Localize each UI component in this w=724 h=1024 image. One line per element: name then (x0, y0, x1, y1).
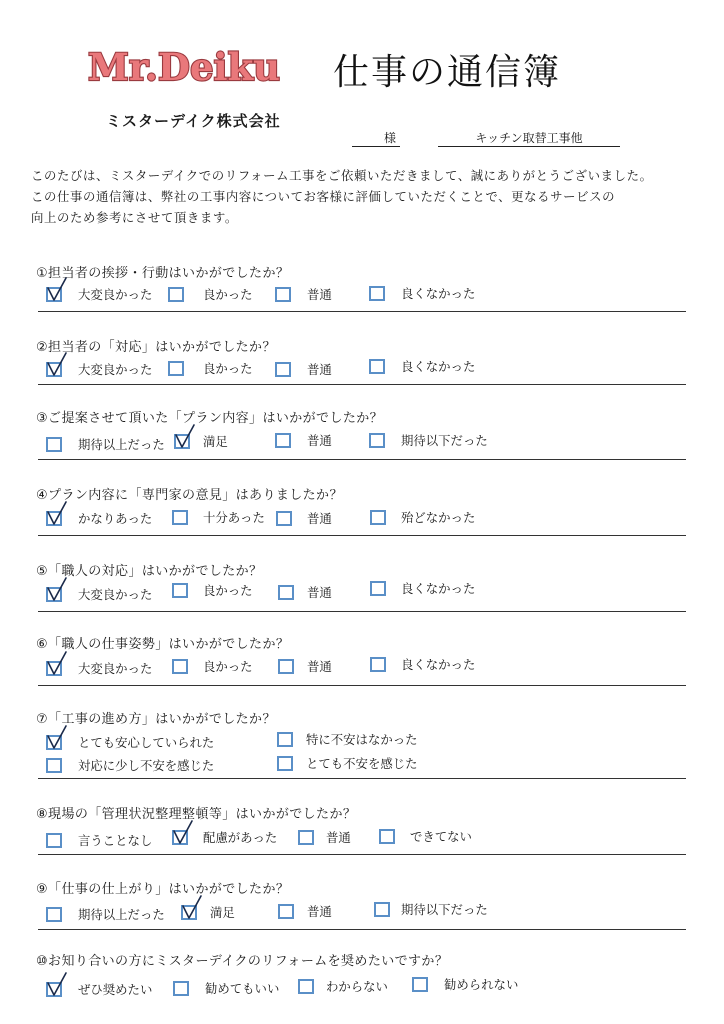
question-text: ⑩お知り合いの方にミスターデイクのリフォームを奨めたいですか？ (36, 954, 449, 969)
section-divider (38, 384, 686, 385)
answer-checkbox[interactable] (278, 585, 294, 600)
intro-line: このたびは、ミスターデイクでのリフォーム工事をご依頼いただきまして、誠にありがとうございました。 (31, 168, 653, 183)
answer-label: 良くなかった (401, 286, 476, 301)
answer-label: 言うことなし (78, 833, 153, 848)
answer-label: 良かった (203, 659, 253, 674)
answer-label: 普通 (307, 904, 332, 919)
answer-checkbox[interactable] (277, 732, 293, 747)
answer-checkbox[interactable] (168, 361, 184, 376)
answer-checkbox[interactable] (276, 511, 292, 526)
answer-checkbox[interactable] (369, 433, 385, 448)
answer-checkbox[interactable] (168, 287, 184, 302)
answer-checkbox[interactable] (298, 830, 314, 845)
answer-label: 期待以上だった (78, 437, 165, 452)
answer-checkbox[interactable] (374, 902, 390, 917)
answer-label: 普通 (307, 585, 332, 600)
answer-checkbox[interactable] (298, 979, 314, 994)
answer-label: 大変良かった (78, 661, 153, 676)
answer-checkbox[interactable] (172, 659, 188, 674)
section-divider (38, 929, 686, 930)
section-divider (38, 854, 686, 855)
answer-label: 大変良かった (78, 287, 153, 302)
answer-checkbox[interactable] (46, 833, 62, 848)
answer-label: 対応に少し不安を感じた (78, 758, 215, 773)
question-text: ⑦「工事の進め方」はいかがでしたか？ (36, 712, 276, 727)
answer-label: とても不安を感じた (306, 756, 418, 771)
answer-label: 期待以上だった (78, 907, 165, 922)
answer-checkbox[interactable] (46, 758, 62, 773)
intro-paragraph (31, 165, 653, 228)
answer-label: 十分あった (203, 510, 265, 525)
answer-label: ぜひ奨めたい (78, 982, 153, 997)
question-text: ⑥「職人の仕事姿勢」はいかがでしたか？ (36, 637, 290, 652)
question-text: ⑤「職人の対応」はいかがでしたか？ (36, 564, 263, 579)
section-divider (38, 778, 686, 779)
answer-checkbox[interactable] (46, 437, 62, 452)
answer-label: 大変良かった (78, 587, 153, 602)
answer-label: 期待以下だった (401, 902, 488, 917)
answer-label: 普通 (307, 362, 332, 377)
check-mark-icon (179, 893, 205, 921)
answer-label: 良くなかった (401, 657, 476, 672)
answer-label: 特に不安はなかった (306, 732, 418, 747)
answer-checkbox[interactable] (369, 286, 385, 301)
answer-checkbox[interactable] (173, 981, 189, 996)
answer-checkbox[interactable] (172, 510, 188, 525)
brand-logo (72, 46, 297, 90)
question-text: ⑨「仕事の仕上がり」はいかがでしたか？ (36, 882, 290, 897)
answer-label: 良かった (203, 583, 253, 598)
company-name: ミスターデイク株式会社 (106, 112, 281, 130)
answer-checkbox[interactable] (370, 657, 386, 672)
answer-checkbox[interactable] (46, 907, 62, 922)
check-mark-icon (44, 275, 70, 303)
check-mark-icon (44, 350, 70, 378)
answer-label: とても安心していられた (78, 735, 215, 750)
answer-checkbox[interactable] (278, 659, 294, 674)
check-mark-icon (44, 575, 70, 603)
answer-label: 良かった (203, 287, 253, 302)
answer-label: わからない (326, 979, 388, 994)
answer-label: 満足 (210, 905, 235, 920)
answer-label: 配慮があった (203, 830, 278, 845)
question-text: ⑧現場の「管理状況整理整頓等」はいかがでしたか？ (36, 807, 357, 822)
answer-label: 普通 (326, 830, 351, 845)
answer-label: 良かった (203, 361, 253, 376)
question-text: ③ご提案させて頂いた「プラン内容」はいかがでしたか？ (36, 411, 384, 426)
brand-logo-text: Mr.Deiku (87, 46, 281, 89)
answer-checkbox[interactable] (172, 583, 188, 598)
answer-label: 普通 (307, 433, 332, 448)
answer-label: 勧められない (444, 977, 519, 992)
question-text: ①担当者の挨拶・行動はいかがでしたか？ (36, 266, 290, 281)
answer-checkbox[interactable] (370, 510, 386, 525)
answer-label: 殆どなかった (401, 510, 476, 525)
answer-label: かなりあった (78, 511, 153, 526)
check-mark-icon (44, 723, 70, 751)
answer-checkbox[interactable] (275, 287, 291, 302)
check-mark-icon (44, 499, 70, 527)
answer-label: 期待以下だった (401, 433, 488, 448)
answer-checkbox[interactable] (370, 581, 386, 596)
answer-label: 普通 (307, 511, 332, 526)
answer-checkbox[interactable] (379, 829, 395, 844)
answer-label: 満足 (203, 434, 228, 449)
check-mark-icon (44, 970, 70, 998)
customer-name-field: 様 (352, 130, 400, 147)
answer-checkbox[interactable] (412, 977, 428, 992)
answer-label: 普通 (307, 287, 332, 302)
answer-label: 大変良かった (78, 362, 153, 377)
page-title: 仕事の通信簿 (333, 52, 562, 93)
answer-checkbox[interactable] (278, 904, 294, 919)
project-name-field: キッチン取替工事他 (438, 130, 620, 147)
question-text: ④プラン内容に「専門家の意見」はありましたか？ (36, 488, 343, 503)
answer-checkbox[interactable] (275, 433, 291, 448)
section-divider (38, 685, 686, 686)
section-divider (38, 311, 686, 312)
answer-checkbox[interactable] (275, 362, 291, 377)
check-mark-icon (170, 818, 196, 846)
answer-checkbox[interactable] (369, 359, 385, 374)
check-mark-icon (172, 422, 198, 450)
answer-label: できてない (410, 829, 472, 844)
intro-line: 向上のため参考にさせて頂きます。 (31, 210, 238, 225)
question-text: ②担当者の「対応」はいかがでしたか？ (36, 340, 276, 355)
section-divider (38, 611, 686, 612)
check-mark-icon (44, 649, 70, 677)
answer-checkbox[interactable] (277, 756, 293, 771)
answer-label: 良くなかった (401, 359, 476, 374)
section-divider (38, 535, 686, 536)
intro-line: この仕事の通信簿は、弊社の工事内容についてお客様に評価していただくことで、更なるサービスの (31, 189, 616, 204)
answer-label: 勧めてもいい (205, 981, 280, 996)
answer-label: 普通 (307, 659, 332, 674)
answer-label: 良くなかった (401, 581, 476, 596)
section-divider (38, 459, 686, 460)
